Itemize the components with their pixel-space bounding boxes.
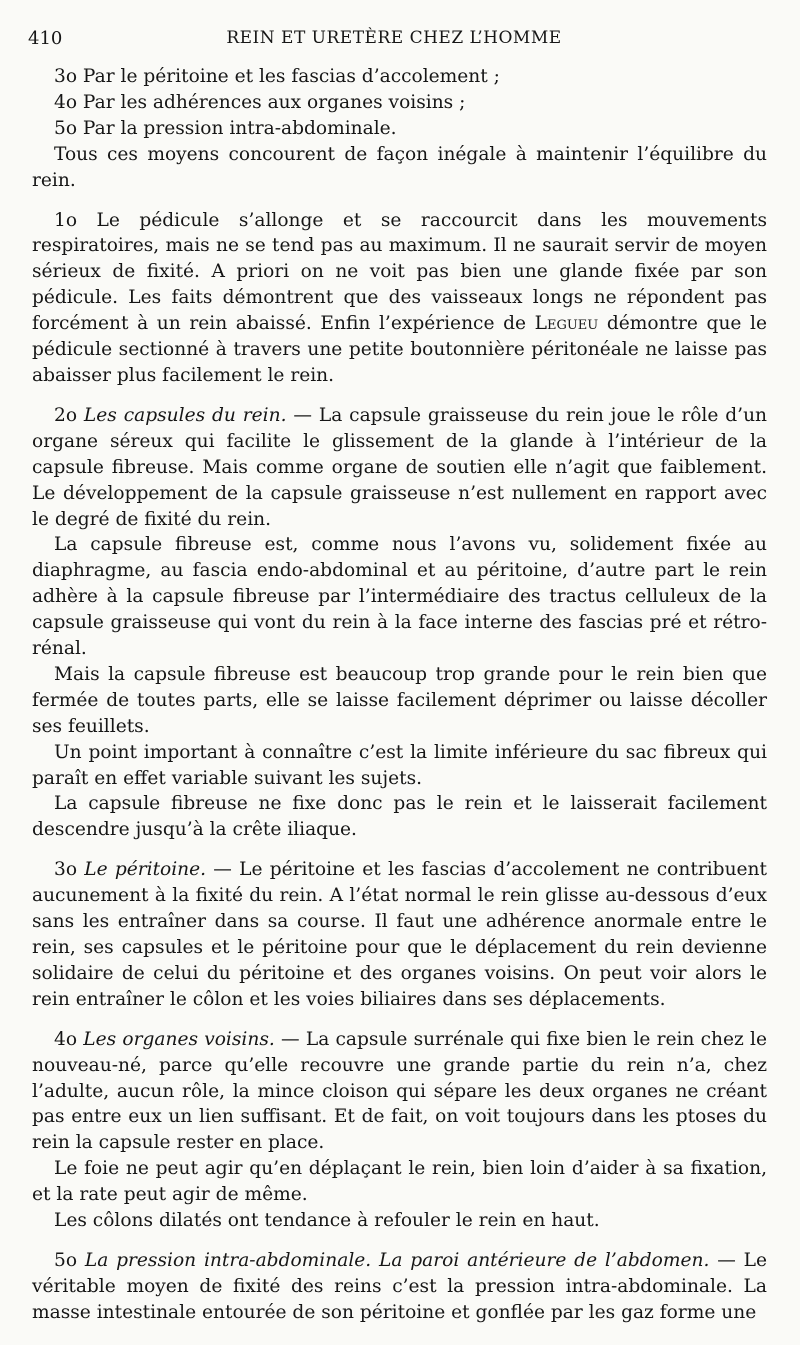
page-header <box>28 28 760 54</box>
section-title: Les capsules du rein. <box>83 404 287 426</box>
paragraph-pression <box>32 1248 767 1326</box>
pedicule-text-end: démontre que le pédicule sectionné à travers une petite boutonnière péritonéale ne laisse pas abaisser plus facilement le rein. <box>32 313 767 386</box>
list-item: 5o Par la pression intra-abdominale. <box>54 117 397 139</box>
paragraph-peritoine <box>32 857 767 1012</box>
list-item: 3o Par le péritoine et les fascias d’accolement ; <box>54 66 500 87</box>
section-number: 4o <box>54 1028 84 1050</box>
page-number: 410 <box>28 28 63 49</box>
section-text: — La capsule surrénale qui fixe bien le rein chez le nouveau-né, parce qu’elle recouvre une grande partie du rein n’a, chez l’adulte, aucun rôle, la mince cloison qui sépare les deux organes ne créant pas entre eux un lien suffisant. Et de fait, on voit toujours dans les ptoses du rein la capsule rester en place. <box>32 1028 767 1154</box>
section-text: — Le péritoine et les fascias d’accolement ne contribuent aucunement à la fixité du rein. A l’état normal le rein glisse au-dessous d’eux sans les entraîner dans sa course. Il faut une adhérence anormale entre le rein, ses capsules et le péritoine pour que le déplacement du rein devienne solidaire de celui du péritoine et des organes voisins. On peut voir alors le rein entraîner le côlon et les voies biliaires dans ses déplacements. <box>32 859 767 1010</box>
page-body <box>32 64 767 1326</box>
paragraph: La capsule fibreuse ne fixe donc pas le rein et le laisserait facilement descendre jusqu’à la crête iliaque. <box>32 793 767 841</box>
paragraph-organes <box>32 1027 767 1157</box>
section-number: 3o <box>54 859 85 881</box>
paragraph: Un point important à connaître c’est la limite inférieure du sac fibreux qui paraît en effet variable suivant les sujets. <box>32 741 767 789</box>
author-name: Legueu <box>534 313 599 335</box>
paragraph: Les côlons dilatés ont tendance à refouler le rein en haut. <box>54 1210 600 1232</box>
paragraph-intro: Tous ces moyens concourent de façon inégale à maintenir l’équilibre du rein. <box>32 143 767 191</box>
paragraph-capsules <box>32 403 767 533</box>
section-text: — La capsule graisseuse du rein joue le rôle d’un organe séreux qui facilite le glissement de la glande à l’intérieur de la capsule fibreuse. Mais comme organe de soutien elle n’agit que faiblement. Le développement de la capsule graisseuse n’est nullement en rapport avec le degré de fixité du rein. <box>32 404 768 530</box>
section-number: 5o <box>54 1249 85 1271</box>
running-head: REIN ET URETÈRE CHEZ L’HOMME <box>226 28 562 48</box>
section-number: 2o <box>54 404 84 426</box>
section-title: Le péritoine. <box>84 859 207 881</box>
paragraph: La capsule fibreuse est, comme nous l’avons vu, solidement fixée au diaphragme, au fascia endo-abdominal et au péritoine, d’autre part le rein adhère à la capsule fibreuse par l’intermédiaire des tractus celluleux de la capsule graisseuse qui vont du rein à la face interne des fascias pré et rétro-rénal. <box>32 534 767 660</box>
pedicule-text: 1o Le pédicule s’allonge et se raccourcit dans les mouvements respiratoires, mais ne se tend pas au maximum. Il ne saurait servir de moyen sérieux de fixité. A priori on ne voit pas bien une glande fixée par son pédicule. Les faits démontrent que des vaisseaux longs ne répondent pas forcément à un rein abaissé. Enfin l’expérience de <box>32 209 767 335</box>
section-title: La pression intra-abdominale. La paroi antérieure de l’abdomen. <box>84 1249 710 1271</box>
paragraph: Mais la capsule fibreuse est beaucoup trop grande pour le rein bien que fermée de toutes parts, elle se laisse facilement déprimer ou laisse décoller ses feuillets. <box>32 663 767 737</box>
paragraph-pedicule <box>32 208 767 389</box>
section-text: — Le véritable moyen de fixité des reins c’est la pression intra-abdominale. La masse intestinale entourée de son péritoine et gonflée par les gaz forme une <box>32 1249 767 1323</box>
paragraph: Le foie ne peut agir qu’en déplaçant le rein, bien loin d’aider à sa fixation, et la rate peut agir de même. <box>32 1158 767 1206</box>
section-title: Les organes voisins. <box>83 1028 275 1050</box>
list-item: 4o Par les adhérences aux organes voisins ; <box>54 91 466 113</box>
